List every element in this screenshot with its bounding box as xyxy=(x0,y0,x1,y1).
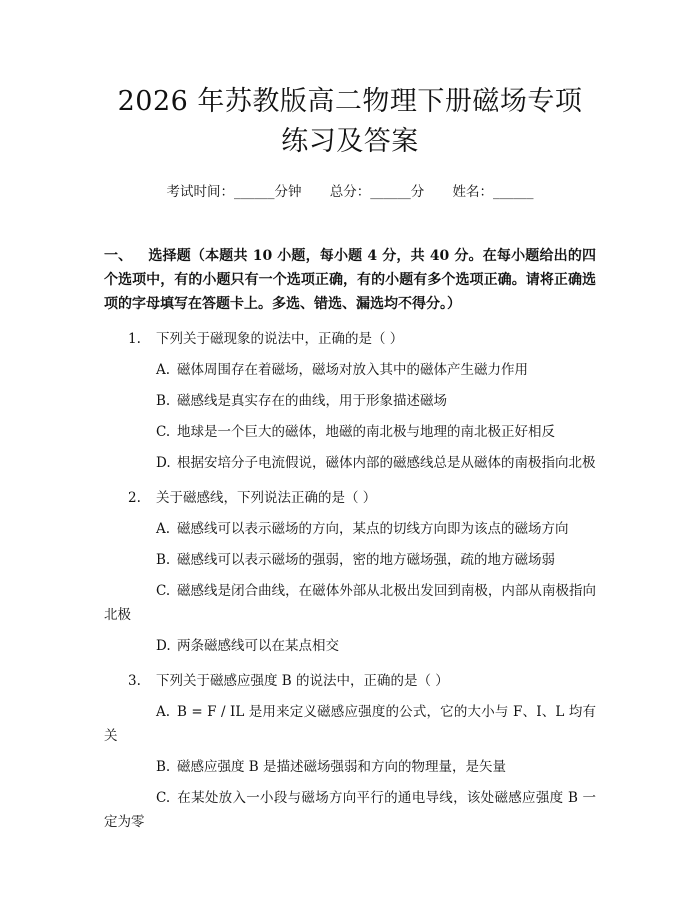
question-number: 1. xyxy=(128,331,141,347)
option-b xyxy=(104,548,596,572)
option-c xyxy=(104,420,596,444)
option-text: 磁感线可以表示磁场的方向，某点的切线方向即为该点的磁场方向 xyxy=(177,521,569,537)
option-letter: B. xyxy=(156,393,171,409)
option-d xyxy=(104,451,596,475)
option-text: 地球是一个巨大的磁体，地磁的南北极与地理的南北极正好相反 xyxy=(177,424,555,440)
question-stem xyxy=(104,327,596,351)
option-b xyxy=(104,755,596,779)
option-c xyxy=(104,786,596,834)
question-number: 2. xyxy=(128,490,141,506)
option-letter: C. xyxy=(156,790,171,806)
option-c xyxy=(104,579,596,627)
option-a xyxy=(104,700,596,748)
option-letter: C. xyxy=(156,583,171,599)
option-d xyxy=(104,634,596,658)
option-letter: D. xyxy=(156,638,171,654)
question-2 xyxy=(104,486,596,658)
option-letter: D. xyxy=(156,455,171,471)
option-text: B = F / IL 是用来定义磁感应强度的公式，它的大小与 F、I、L 均有关 xyxy=(104,704,596,744)
exam-info xyxy=(104,182,596,202)
option-letter: A. xyxy=(156,704,171,720)
option-b xyxy=(104,389,596,413)
option-text: 磁感线是真实存在的曲线，用于形象描述磁场 xyxy=(177,393,447,409)
question-number: 3. xyxy=(128,673,141,689)
question-1 xyxy=(104,327,596,475)
option-letter: C. xyxy=(156,424,171,440)
option-text: 磁感线可以表示磁场的强弱，密的地方磁场强，疏的地方磁场弱 xyxy=(177,552,555,568)
option-text: 两条磁感线可以在某点相交 xyxy=(177,638,339,654)
option-a xyxy=(104,517,596,541)
document-title: 2026 年苏教版高二物理下册磁场专项练习及答案 xyxy=(117,86,583,157)
option-text: 磁感应强度 B 是描述磁场强弱和方向的物理量，是矢量 xyxy=(177,759,507,775)
option-letter: B. xyxy=(156,759,171,775)
option-text: 磁体周围存在着磁场，磁场对放入其中的磁体产生磁力作用 xyxy=(177,362,528,378)
section-number: 一、 xyxy=(104,248,133,264)
exam-time-field: 考试时间：______分钟 xyxy=(166,184,302,200)
section-heading xyxy=(104,244,596,316)
total-score-field: 总分：______分 xyxy=(329,184,425,200)
option-text: 根据安培分子电流假说，磁体内部的磁感线总是从磁体的南极指向北极 xyxy=(177,455,596,471)
question-3 xyxy=(104,669,596,834)
question-text: 下列关于磁感应强度 B 的说法中，正确的是（ ） xyxy=(156,673,449,689)
option-text: 在某处放入一小段与磁场方向平行的通电导线，该处磁感应强度 B 一定为零 xyxy=(104,790,596,830)
question-stem xyxy=(104,669,596,693)
option-letter: B. xyxy=(156,552,171,568)
student-name-field: 姓名：______ xyxy=(452,184,534,200)
option-letter: A. xyxy=(156,362,171,378)
question-stem xyxy=(104,486,596,510)
section-instructions: 选择题（本题共 10 小题，每小题 4 分，共 40 分。在每小题给出的四个选项中，有的小题只有一个选项正确，有的小题有多个选项正确。请将正确选项的字母填写在答题卡上。多选、错选、漏选均不得分。） xyxy=(104,248,597,312)
option-a xyxy=(104,358,596,382)
option-text: 磁感线是闭合曲线，在磁体外部从北极出发回到南极，内部从南极指向北极 xyxy=(104,583,596,623)
option-letter: A. xyxy=(156,521,171,537)
question-text: 下列关于磁现象的说法中，正确的是（ ） xyxy=(156,331,404,347)
question-text: 关于磁感线，下列说法正确的是（ ） xyxy=(156,490,377,506)
